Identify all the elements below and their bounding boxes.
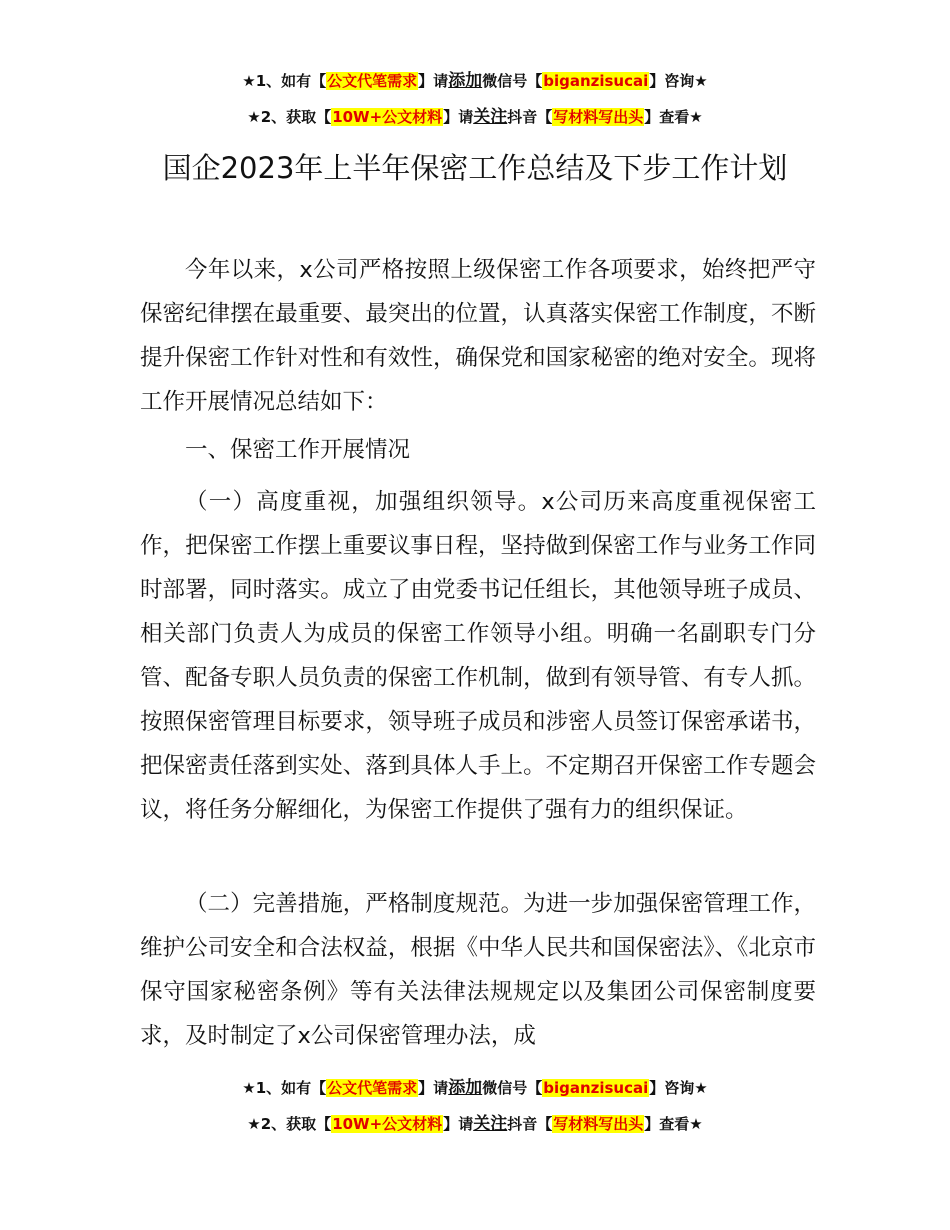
banner-text: 微信号【 — [482, 1079, 543, 1097]
highlight-service: 公文代笔需求 — [327, 1079, 418, 1097]
highlight-materials: 10W+公文材料 — [332, 108, 443, 126]
document-title: 国企2023年上半年保密工作总结及下步工作计划 — [162, 151, 788, 185]
highlight-wechat-id: biganzisucai — [543, 1079, 649, 1097]
banner-text: ★1、如有【 — [242, 1079, 327, 1097]
highlight-wechat-id: biganzisucai — [543, 72, 649, 90]
highlight-douyin-id: 写材料写出头 — [553, 1115, 644, 1133]
highlight-service: 公文代笔需求 — [327, 72, 418, 90]
promo-banner-top-2 — [0, 106, 950, 128]
banner-text: 】咨询★ — [649, 1079, 708, 1097]
emphasis-follow: 关注 — [473, 1114, 508, 1134]
highlight-materials: 10W+公文材料 — [332, 1115, 443, 1133]
banner-text: 抖音【 — [507, 108, 553, 126]
promo-banner-bottom-2 — [0, 1113, 950, 1135]
paragraph-intro: 今年以来，x公司严格按照上级保密工作各项要求，始终把严守保密纪律摆在最重要、最突出的位置，认真落实保密工作制度，不断提升保密工作针对性和有效性，确保党和国家秘密的绝对安全。现将工作开展情况总结如下： — [140, 257, 816, 415]
emphasis-follow: 关注 — [473, 107, 508, 127]
banner-text: ★2、获取【 — [247, 108, 332, 126]
banner-text: 】请 — [443, 1115, 474, 1133]
emphasis-add: 添加 — [448, 1078, 483, 1098]
emphasis-add: 添加 — [448, 71, 483, 91]
banner-text: 】请 — [443, 108, 474, 126]
banner-text: ★2、获取【 — [247, 1115, 332, 1133]
promo-banner-top-1 — [0, 70, 950, 92]
banner-text: 】请 — [418, 72, 449, 90]
promo-banner-bottom-1 — [0, 1077, 950, 1099]
banner-text: ★1、如有【 — [242, 72, 327, 90]
banner-text: 】请 — [418, 1079, 449, 1097]
banner-text: 】咨询★ — [649, 72, 708, 90]
paragraph-section-1-1: （一）高度重视，加强组织领导。x公司历来高度重视保密工作，把保密工作摆上重要议事日程，坚持做到保密工作与业务工作同时部署，同时落实。成立了由党委书记任组长，其他领导班子成员、相关部门负责人为成员的保密工作领导小组。明确一名副职专门分管、配备专职人员负责的保密工作机制，做到有领导管、有专人抓。按照保密管理目标要求，领导班子成员和涉密人员签订保密承诺书，把保密责任落到实处、落到具体人手上。不定期召开保密工作专题会议，将任务分解细化，为保密工作提供了强有力的组织保证。 — [140, 489, 816, 823]
section-heading-1: 一、保密工作开展情况 — [185, 437, 411, 463]
banner-text: 】查看★ — [644, 1115, 703, 1133]
banner-text: 抖音【 — [507, 1115, 553, 1133]
banner-text: 微信号【 — [482, 72, 543, 90]
paragraph-section-1-2: （二）完善措施，严格制度规范。为进一步加强保密管理工作，维护公司安全和合法权益，根据《中华人民共和国保密法》、《北京市保守国家秘密条例》等有关法律法规规定以及集团公司保密制度要求，及时制定了x公司保密管理办法，成 — [140, 891, 816, 1049]
highlight-douyin-id: 写材料写出头 — [553, 108, 644, 126]
banner-text: 】查看★ — [644, 108, 703, 126]
